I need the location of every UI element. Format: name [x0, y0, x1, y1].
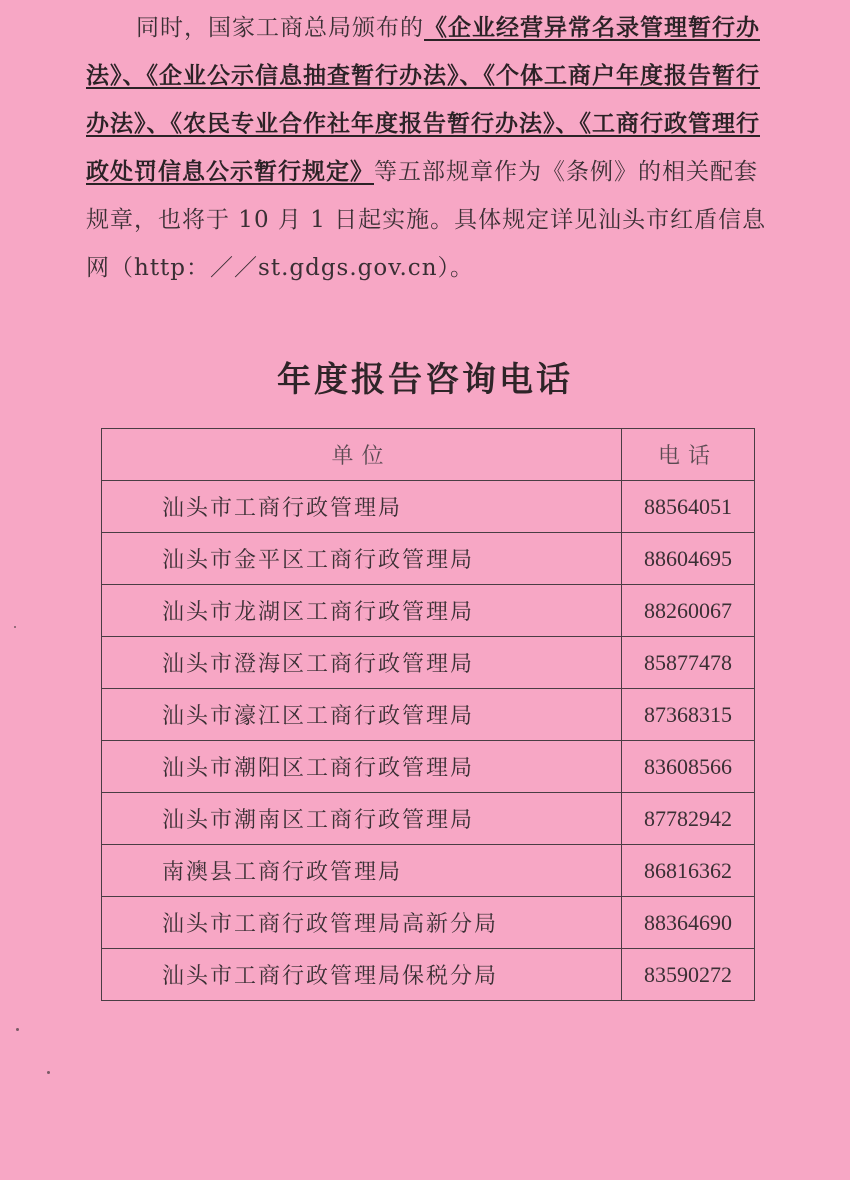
phone-cell: 88260067: [622, 585, 755, 637]
paragraph-line-1: [86, 4, 770, 52]
unit-cell: 汕头市工商行政管理局保税分局: [102, 949, 622, 1001]
table-row: [102, 585, 755, 637]
paragraph-line-4: [86, 148, 770, 196]
phone-cell: 87782942: [622, 793, 755, 845]
scan-speck: [16, 1028, 19, 1031]
scan-speck: [14, 626, 16, 628]
phone-cell: 86816362: [622, 845, 755, 897]
paragraph-text: 规章，也将于 10 月 1 日起实施。具体规定详见汕头市红盾信息: [86, 207, 767, 233]
table-row: [102, 533, 755, 585]
phone-cell: 83590272: [622, 949, 755, 1001]
phone-cell: 88364690: [622, 897, 755, 949]
table-row: [102, 689, 755, 741]
table-row: [102, 481, 755, 533]
phone-cell: 83608566: [622, 741, 755, 793]
unit-cell: 汕头市工商行政管理局高新分局: [102, 897, 622, 949]
unit-cell: 汕头市濠江区工商行政管理局: [102, 689, 622, 741]
table-row: [102, 949, 755, 1001]
scan-speck: [47, 1071, 50, 1074]
table-row: [102, 793, 755, 845]
unit-cell: 南澳县工商行政管理局: [102, 845, 622, 897]
unit-cell: 汕头市龙湖区工商行政管理局: [102, 585, 622, 637]
header-unit: 单位: [102, 429, 622, 481]
notice-paragraph: [86, 4, 770, 292]
table-row: [102, 637, 755, 689]
phone-cell: 88604695: [622, 533, 755, 585]
table-row: [102, 741, 755, 793]
unit-cell: 汕头市澄海区工商行政管理局: [102, 637, 622, 689]
regulation-title: 《企业经营异常名录管理暂行办: [424, 14, 760, 41]
table-row: [102, 845, 755, 897]
phone-cell: 85877478: [622, 637, 755, 689]
website-text: 网（http：／／st.gdgs.gov.cn）。: [86, 255, 475, 281]
unit-cell: 汕头市金平区工商行政管理局: [102, 533, 622, 585]
phone-cell: 87368315: [622, 689, 755, 741]
paragraph-line-6: [86, 244, 770, 292]
paragraph-text: 同时，国家工商总局颁布的: [136, 15, 424, 41]
header-phone: 电话: [622, 429, 755, 481]
unit-cell: 汕头市潮南区工商行政管理局: [102, 793, 622, 845]
paragraph-line-2: [86, 52, 770, 100]
unit-cell: 汕头市潮阳区工商行政管理局: [102, 741, 622, 793]
phone-cell: 88564051: [622, 481, 755, 533]
paragraph-line-3: [86, 100, 770, 148]
paragraph-text: 等五部规章作为《条例》的相关配套: [374, 159, 758, 185]
regulation-title: 法》、《企业公示信息抽查暂行办法》、《个体工商户年度报告暂行: [86, 62, 760, 89]
regulation-title: 政处罚信息公示暂行规定》: [86, 158, 374, 185]
hotline-table: [101, 428, 755, 1001]
table-row: [102, 897, 755, 949]
table-header-row: [102, 429, 755, 481]
paragraph-line-5: [86, 196, 770, 244]
section-heading: 年度报告咨询电话: [277, 360, 573, 400]
regulation-title: 办法》、《农民专业合作社年度报告暂行办法》、《工商行政管理行: [86, 110, 760, 137]
unit-cell: 汕头市工商行政管理局: [102, 481, 622, 533]
